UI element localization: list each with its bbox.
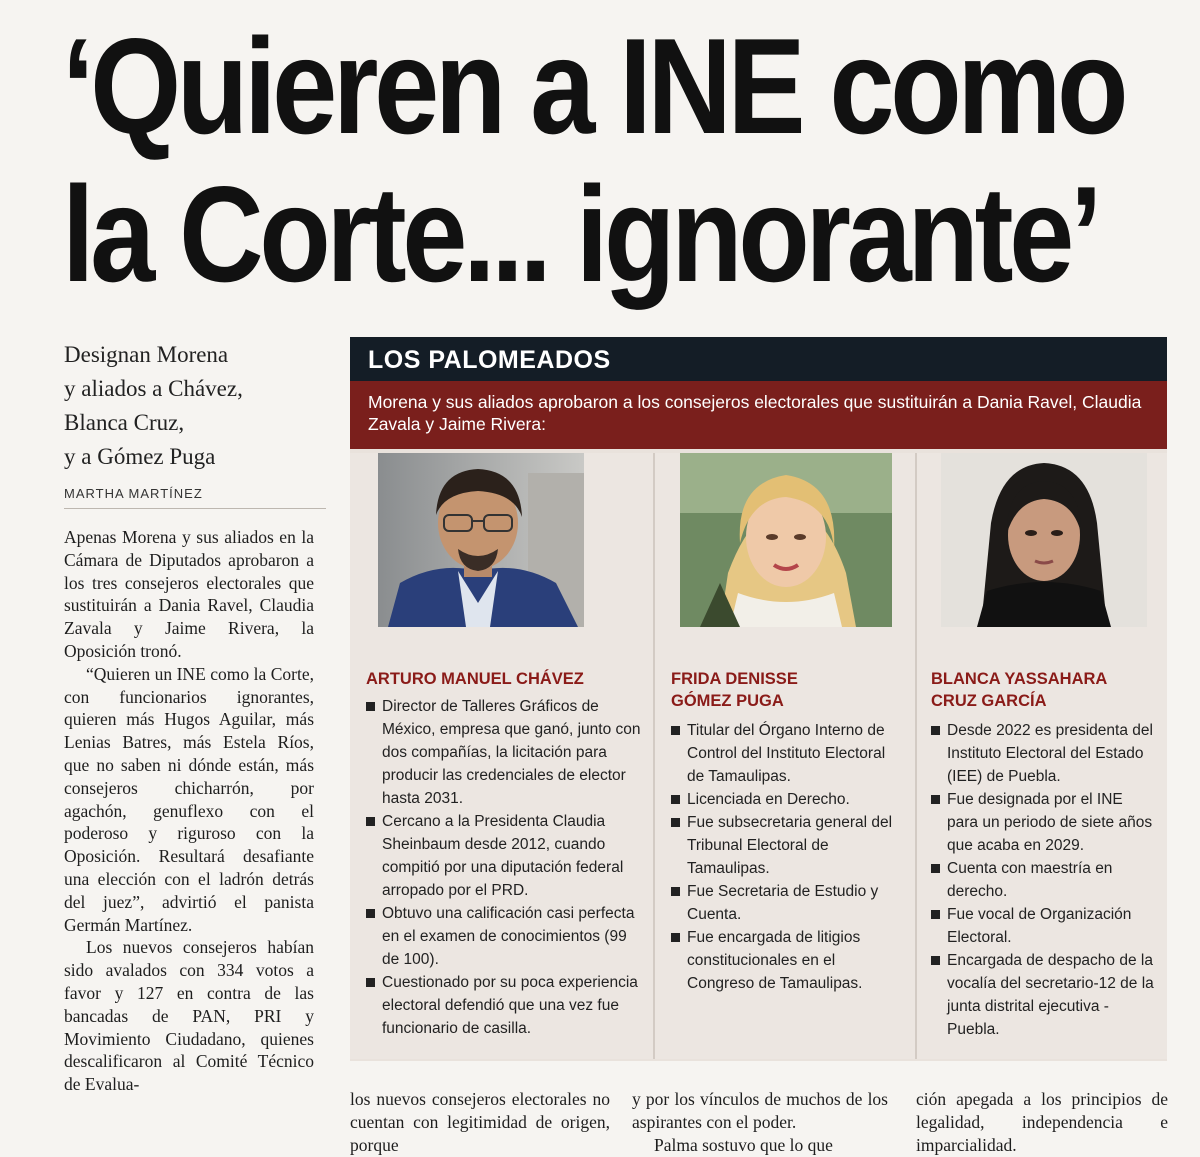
deck <box>64 338 304 474</box>
bullet-item: Fue designada por el INE para un periodo de siete años que acaba en 2029. <box>931 788 1155 857</box>
paragraph: “Quieren un INE como la Corte, con funcionarios ignorantes, quieren más Hugos Aguilar, más Lenias Batres, más Estela Ríos, que no saben ni dónde están, más consejeros chicharrón, por agachón, genuflexo con el poderoso y riguroso con la Oposición. Resultará desafiante una elección con el ladrón detrás del juez”, advirtió el panista Germán Martínez. <box>64 663 314 935</box>
profile-card-cruz-garcia <box>917 453 1167 1059</box>
bullet-item: Director de Talleres Gráficos de México, empresa que ganó, junto con dos compañías, la licitación para producir las credenciales de elector hasta 2031. <box>366 695 644 810</box>
bullet-item: Desde 2022 es presidenta del Instituto Electoral del Estado (IEE) de Puebla. <box>931 719 1155 788</box>
headline <box>62 10 1125 310</box>
paragraph: Apenas Morena y sus aliados en la Cámara de Diputados aprobaron a los tres consejeros electorales que sustituirán a Dania Ravel, Claudia Zavala y Jaime Rivera, la Oposición tronó. <box>64 527 314 661</box>
paragraph: Palma sostuvo que lo que <box>654 1134 833 1155</box>
deck-line: y a Gómez Puga <box>64 444 216 469</box>
bullet-item: Licenciada en Derecho. <box>671 788 903 811</box>
article-column-3 <box>632 1088 888 1156</box>
deck-line: y aliados a Chávez, <box>64 376 243 401</box>
headline-line-2: la Corte... ignorante’ <box>62 158 1099 310</box>
bullet-item: Fue Secretaria de Estudio y Cuenta. <box>671 880 903 926</box>
bullet-item: Encargada de despacho de la vocalía del secretario-12 de la junta distrital ejecutiva - Puebla. <box>931 949 1155 1041</box>
bullet-item: Fue vocal de Organización Electoral. <box>931 903 1155 949</box>
photo-arturo-manuel-chavez <box>378 453 584 627</box>
deck-line: Designan Morena <box>64 342 229 367</box>
palomeados-box <box>350 337 1167 1061</box>
bullet-item: Titular del Órgano Interno de Control del Instituto Electoral de Tamaulipas. <box>671 719 903 788</box>
bullet-item: Cuestionado por su poca experiencia electoral defendió que una vez fue funcionario de casilla. <box>366 971 644 1040</box>
paragraph: Los nuevos consejeros habían sido avalados con 334 votos a favor y 127 en contra de las bancadas de PAN, PRI y Movimiento Ciudadano, quienes descalificaron al Comité Técnico de Evalua- <box>64 937 314 1095</box>
bullet-item: Fue subsecretaria general del Tribunal Electoral de Tamaulipas. <box>671 811 903 880</box>
profile-name: ARTURO MANUEL CHÁVEZ <box>366 670 584 688</box>
box-title: LOS PALOMEADOS <box>350 337 1167 381</box>
photo-frida-denisse-gomez-puga <box>680 453 892 627</box>
paragraph: y por los vínculos de muchos de los aspirantes con el poder. <box>632 1089 888 1132</box>
profile-bullets <box>931 719 1155 1041</box>
article-column-4 <box>916 1088 1168 1156</box>
deck-line: Blanca Cruz, <box>64 410 185 435</box>
photo-blanca-yassahara-cruz-garcia <box>941 453 1147 627</box>
bullet-item: Fue encargada de litigios constitucionales en el Congreso de Tamaulipas. <box>671 926 903 995</box>
headline-line-1: ‘Quieren a INE como <box>62 10 1125 162</box>
bullet-item: Obtuvo una calificación casi perfecta en el examen de conocimientos (99 de 100). <box>366 902 644 971</box>
byline: MARTHA MARTÍNEZ <box>64 486 326 509</box>
paragraph: los nuevos consejeros electorales no cuentan con legitimidad de origen, porque <box>350 1089 610 1155</box>
profile-card-gomez-puga <box>655 453 917 1059</box>
profile-name: BLANCA YASSAHARA CRUZ GARCÍA <box>931 670 1108 710</box>
profile-cards <box>350 453 1167 1059</box>
profile-bullets <box>366 695 644 1040</box>
article-column-1 <box>64 526 314 1096</box>
paragraph: ción apegada a los principios de legalidad, independencia e imparcialidad. <box>916 1089 1168 1155</box>
profile-bullets <box>671 719 903 995</box>
box-subtitle: Morena y sus aliados aprobaron a los consejeros electorales que sustituirán a Dania Ravel, Claudia Zavala y Jaime Rivera: <box>350 381 1167 449</box>
profile-name: FRIDA DENISSE GÓMEZ PUGA <box>671 670 798 710</box>
profile-card-chavez <box>350 453 655 1059</box>
bullet-item: Cercano a la Presidenta Claudia Sheinbaum desde 2012, cuando compitió por una diputación federal arropado por el PRD. <box>366 810 644 902</box>
article-column-2 <box>350 1088 610 1156</box>
bullet-item: Cuenta con maestría en derecho. <box>931 857 1155 903</box>
